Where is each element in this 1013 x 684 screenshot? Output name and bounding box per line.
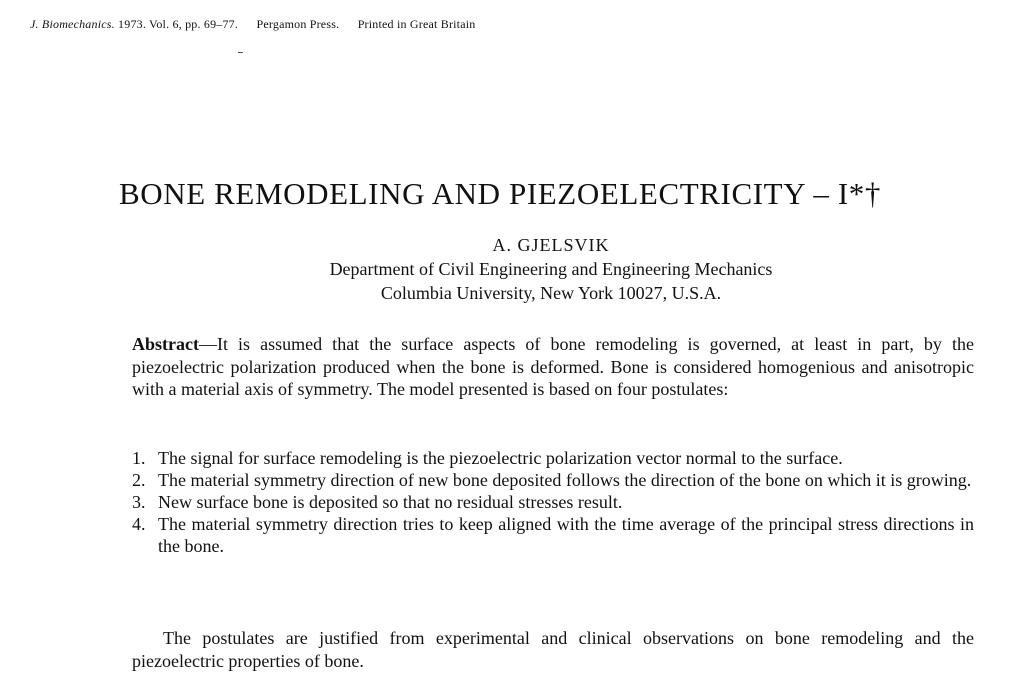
list-item-number: 1. [132, 448, 146, 468]
journal-header [30, 17, 475, 32]
list-item-text: The material symmetry direction tries to keep aligned with the time average of the principal stress directions in the bone. [158, 514, 974, 556]
list-item [132, 447, 974, 469]
list-item-number: 4. [132, 514, 146, 534]
journal-citation: 1973. Vol. 6, pp. 69–77. [118, 17, 239, 31]
abstract [132, 333, 974, 401]
list-item [132, 491, 974, 513]
paper-title: BONE REMODELING AND PIEZOELECTRICITY – I*† [119, 176, 881, 211]
list-item-number: 2. [132, 470, 146, 490]
printed-in: Printed in Great Britain [357, 17, 476, 31]
abstract-label: Abstract [132, 334, 199, 354]
list-item-text: The signal for surface remodeling is the piezoelectric polarization vector normal to the surface. [158, 448, 843, 468]
postulate-list [132, 447, 974, 557]
abstract-text: It is assumed that the surface aspects of bone remodeling is governed, at least in part, by the piezoelectric polarization produced when the bone is deformed. Bone is considered homogenious and anisotropic with a material axis of symmetry. The model presented is based on four postulates: [132, 334, 974, 399]
list-item-text: New surface bone is deposited so that no residual stresses result. [158, 492, 623, 512]
list-item-text: The material symmetry direction of new bone deposited follows the direction of the bone on which it is growing. [158, 470, 972, 490]
closing-paragraph: The postulates are justified from experimental and clinical observations on bone remodeling and the piezoelectric properties of bone. [132, 628, 974, 671]
author-block [200, 233, 902, 305]
author-institution: Columbia University, New York 10027, U.S.A. [380, 283, 722, 303]
list-item [132, 469, 974, 491]
author-department: Department of Civil Engineering and Engineering Mechanics [329, 259, 773, 279]
scan-mark [238, 52, 243, 53]
journal-name: J. Biomechanics. [30, 17, 115, 31]
abstract-separator: — [198, 334, 217, 354]
publisher: Pergamon Press. [256, 17, 340, 31]
list-item-number: 3. [132, 492, 146, 512]
author-name: A. GJELSVIK [492, 235, 610, 255]
list-item [132, 513, 974, 557]
